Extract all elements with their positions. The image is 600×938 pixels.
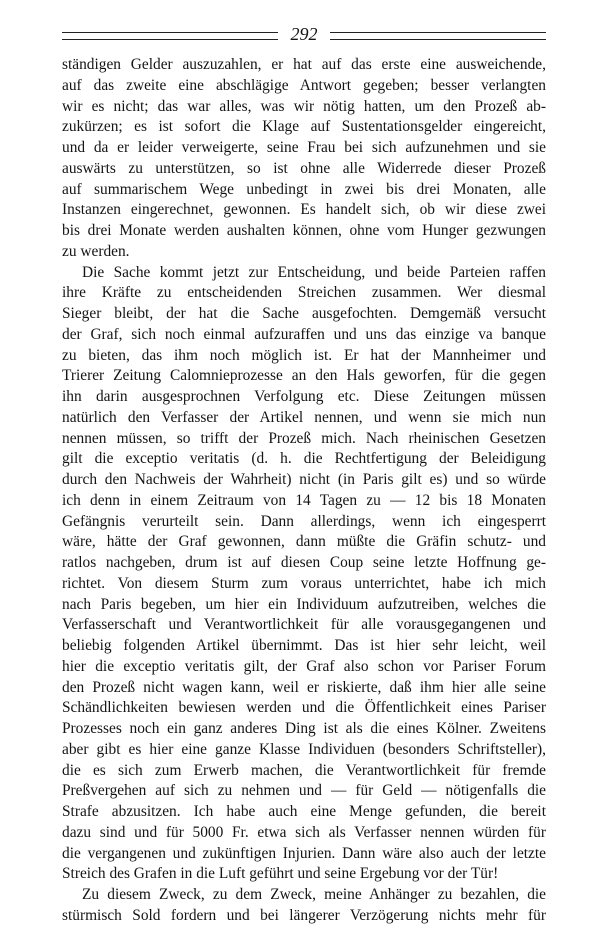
text-line: nennen müssen, so trifft der Prozeß mich. Nach rheinischen Gesetzen — [62, 429, 546, 447]
text-line: zu bieten, das ihm noch möglich ist. Er hat der Mannheimer und — [62, 346, 546, 364]
text-line: Gefängnis verurteilt sein. Dann allerdings, wenn ich eingesperrt — [62, 512, 546, 530]
text-line: wir es nicht; das war alles, was wir nötig hatten, um den Prozeß ab- — [62, 97, 546, 115]
text-line: den Prozeß nicht wagen kann, weil er riskierte, daß ihm hier alle seine — [62, 678, 546, 696]
text-line: und da er leider verweigerte, seine Frau bei sich aufzunehmen und sie — [62, 139, 546, 156]
text-line: Die Sache kommt jetzt zur Entscheidung, und beide Parteien raffen — [82, 263, 546, 281]
text-line: ständigen Gelder auszuzahlen, er hat auf das erste eine ausweichende, — [62, 56, 546, 73]
text-line: gilt die exceptio veritatis (d. h. die Rechtfertigung der Beleidigung — [62, 450, 546, 468]
text-line: stürmisch Sold fordern und bei längerer Verzögerung nichts mehr für — [62, 906, 546, 924]
text-line: bis drei Monate werden aushalten können, ohne vom Hunger gezwungen — [62, 222, 546, 239]
page-number: 292 — [290, 24, 318, 44]
text-line: nach Paris begeben, um hier ein Individuum aufzutreiben, welches die — [62, 595, 546, 613]
text-line: Preßvergehen auf sich zu nehmen und — für Geld — nötigenfalls die — [62, 782, 546, 800]
text-line: auswärts zu unterstützen, so ist ohne alle Widerrede dieser Prozeß — [62, 159, 546, 177]
text-line: Strafe abzusitzen. Ich habe auch eine Menge gefunden, die bereit — [62, 803, 546, 820]
paragraph — [62, 263, 546, 886]
text-line: ich denn in einem Zeitraum von 14 Tagen zu — 12 bis 18 Monaten — [62, 491, 546, 509]
body-text — [62, 55, 546, 927]
text-line: Verfasserschaft und Verantwortlichkeit für alle vorausgegangenen und — [62, 616, 546, 634]
text-line: zu werden. — [62, 242, 130, 260]
text-line: ratlos nachgeben, drum ist auf diesen Coup seine letzte Hoffnung ge- — [62, 554, 546, 571]
text-line: Sieger bleibt, der hat die Sache ausgefochten. Demgemäß versucht — [62, 305, 546, 322]
text-line: auf das zweite eine abschlägige Antwort gegeben; besser verlangten — [62, 76, 546, 94]
text-line: ihre Kräfte zu entscheidenden Streichen zusammen. Wer diesmal — [62, 284, 546, 302]
text-line: Schändlichkeiten bewiesen werden und die Öffentlichkeit eines Pariser — [62, 699, 546, 717]
text-line: auf summarischem Wege unbedingt in zwei bis drei Monaten, alle — [62, 180, 546, 198]
text-line: richtet. Von diesem Sturm zum voraus unterrichtet, habe ich mich — [62, 574, 546, 592]
text-line: dazu sind und für 5000 Fr. etwa sich als Verfasser nennen würden für — [62, 823, 546, 841]
page-header — [62, 24, 546, 50]
paragraph — [62, 885, 546, 927]
text-line: aber gibt es hier eine ganze Klasse Individuen (besonders Schriftsteller), — [62, 740, 546, 758]
paragraph — [62, 55, 546, 263]
text-line: die vergangenen und zukünftigen Injurien. Dann wäre also auch der letzte — [62, 844, 546, 862]
text-line: beliebig folgenden Artikel übernimmt. Das ist hier sehr leicht, weil — [62, 637, 546, 654]
text-line: die es sich zum Erwerb machen, die Verantwortlichkeit für fremde — [62, 761, 546, 779]
text-line: zukürzen; es ist sofort die Klage auf Sustentationsgelder eingereicht, — [62, 118, 546, 136]
text-line: Zu diesem Zweck, zu dem Zweck, meine Anhänger zu bezahlen, die — [82, 886, 546, 903]
text-line: Prozesses noch ein ganz anderes Ding ist als die eines Kölner. Zweitens — [62, 720, 546, 737]
text-line: wäre, hätte der Graf gewonnen, dann müßte die Gräfin schutz- und — [62, 533, 546, 551]
text-line: der Graf, sich noch einmal aufzuraffen und uns das einzige va banque — [62, 325, 546, 343]
text-line: Trierer Zeitung Calomnieprozesse an den Hals geworfen, für die gegen — [62, 367, 546, 385]
text-line: natürlich den Verfasser der Artikel nennen, und wenn sie mich nun — [62, 408, 546, 426]
text-line: Instanzen eingerechnet, gewonnen. Es handelt sich, ob wir diese zwei — [62, 201, 546, 219]
text-line: ihn darin ausgesprochnen Verfolgung etc. Diese Zeitungen müssen — [62, 388, 546, 405]
header-rule-left — [62, 32, 278, 40]
text-line: Streich des Grafen in die Luft geführt und seine Ergebung vor der Tür! — [62, 865, 499, 883]
text-line: durch den Nachweis der Wahrheit) nicht (in Paris gilt es) und so würde — [62, 471, 546, 488]
header-rule-right — [330, 32, 546, 40]
text-line: hier die exceptio veritatis gilt, der Graf also schon vor Pariser Forum — [62, 657, 546, 675]
